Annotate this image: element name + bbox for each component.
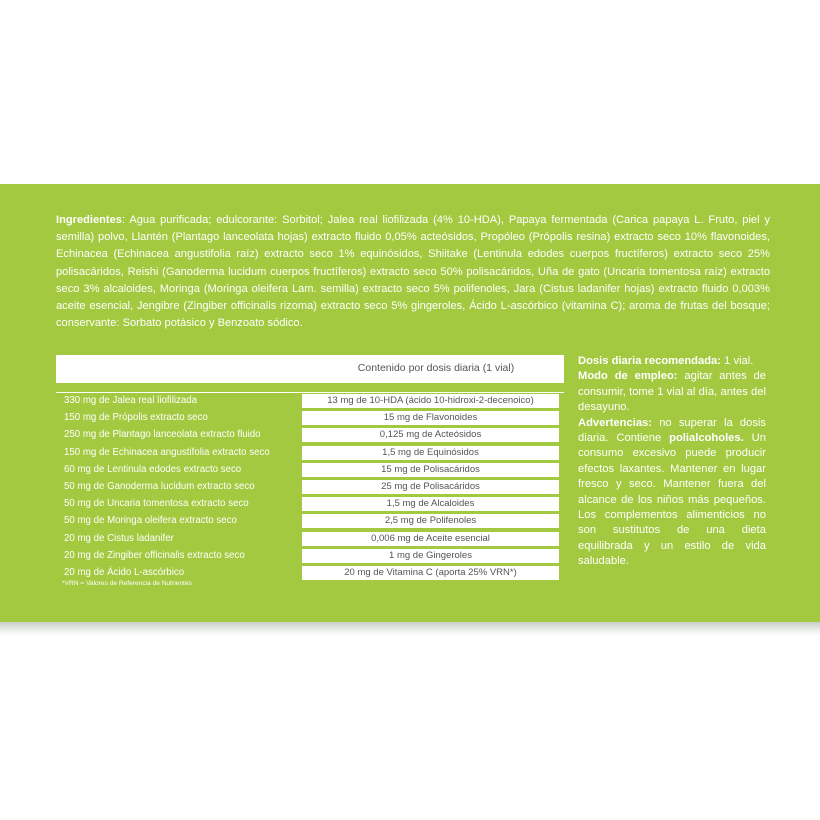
row-ingredient: 150 mg de Echinacea angustifolia extracto seco xyxy=(64,446,270,458)
row-ingredient: 20 mg de Ácido L-ascórbico xyxy=(64,566,185,578)
table-row xyxy=(56,410,564,427)
row-value: 25 mg de Polisacáridos xyxy=(302,480,559,494)
row-ingredient: 50 mg de Moringa oleifera extracto seco xyxy=(64,515,237,527)
ingredients-label: Ingredientes xyxy=(56,214,122,226)
table-row xyxy=(56,462,564,479)
table-row xyxy=(56,427,564,444)
row-ingredient: 20 mg de Zingiber officinalis extracto seco xyxy=(64,549,245,561)
table-header xyxy=(56,355,564,383)
nutrition-table xyxy=(56,393,564,582)
row-ingredient: 50 mg de Uncaria tomentosa extracto seco xyxy=(64,498,249,510)
row-value: 0,125 mg de Acteósidos xyxy=(302,428,559,442)
warnings-text: no superar la dosis diaria. Contiene xyxy=(578,416,766,445)
row-value: 1,5 mg de Alcaloides xyxy=(302,497,559,511)
row-value: 20 mg de Vitamina C (aporta 25% VRN*) xyxy=(302,566,559,580)
usage-label: Modo de empleo: xyxy=(578,370,678,383)
ingredients-text xyxy=(56,212,770,332)
warnings-rest: Un consumo excesivo puede producir efectos laxantes. Mantener en lugar fresco y seco. Mantener fuera del alcance de los niños más pequeños. Los complementos alimenticios no son sustitutos de una dieta equilibrada y un estilo de vida saludable. xyxy=(578,432,766,568)
dose-text: 1 vial. xyxy=(721,355,754,367)
footnote: *VRN = Valores de Referencia de Nutrientes xyxy=(62,580,192,587)
warnings-label: Advertencias: xyxy=(578,416,652,429)
table-row xyxy=(56,445,564,462)
panel-shadow xyxy=(0,622,820,636)
ingredients-body: : Agua purificada; edulcorante: Sorbitol; Jalea real liofilizada (4% 10-HDA), Papaya fermentada (Carica papaya L. Fruto, piel y semilla) polvo, Llantén (Plantago lanceolata hojas) extracto fluido 0,05% acteósidos, Propóleo (Própolis resina) extracto seco 10% flavonoides, Echinacea (Echinacea angustifolia raíz) extracto seco 1% equinósidos, Shiitake (Lentinula edodes cuerpos fructíferos) extracto seco 25% polisacáridos, Reishi (Ganoderma lucidum cuerpos fructíferos) extracto seco 50% polisacáridos, Uña de gato (Uncaria tomentosa raíz) extracto seco 3% alcaloides, Moringa (Moringa oleifera Lam. semilla) extracto seco 5% polifenoles, Jara (Cistus ladanifer hojas) extracto fluido 0,003% aceite esencial, Jengibre (Zingiber officinalis rizoma) extracto seco 5% gingeroles, Ácido L-ascórbico (vitamina C); aroma de frutas del bosque; conservante: Sorbato potásico y Benzoato sódico. xyxy=(56,214,770,330)
row-ingredient: 20 mg de Cistus ladanifer xyxy=(64,532,174,544)
table-row xyxy=(56,393,564,410)
row-value: 15 mg de Flavonoides xyxy=(302,411,559,425)
row-value: 1,5 mg de Equinósidos xyxy=(302,446,559,460)
usage-text: agitar antes de consumir, tome 1 vial al día, antes del desayuno. xyxy=(578,370,766,414)
dose-label: Dosis diaria recomendada: xyxy=(578,355,722,367)
row-ingredient: 150 mg de Própolis extracto seco xyxy=(64,412,208,424)
row-value: 15 mg de Polisacáridos xyxy=(302,463,559,477)
row-ingredient: 60 mg de Lentinula edodes extracto seco xyxy=(64,463,242,475)
row-value: 13 mg de 10-HDA (ácido 10-hidroxi-2-decenoico) xyxy=(302,394,559,408)
row-ingredient: 50 mg de Ganoderma lucidum extracto seco xyxy=(64,480,255,492)
row-ingredient: 250 mg de Plantago lanceolata extracto fluido xyxy=(64,429,261,441)
row-value: 2,5 mg de Polifenoles xyxy=(302,514,559,528)
table-row xyxy=(56,548,564,565)
table-header-label: Contenido por dosis diaria (1 vial) xyxy=(357,362,515,374)
table-row xyxy=(56,513,564,530)
row-value: 1 mg de Gingeroles xyxy=(302,549,559,563)
polyols-label: polialcoholes. xyxy=(669,432,744,445)
usage-info xyxy=(578,354,766,570)
table-row xyxy=(56,479,564,496)
table-row xyxy=(56,531,564,548)
row-ingredient: 330 mg de Jalea real liofilizada xyxy=(64,395,198,406)
table-row xyxy=(56,496,564,513)
row-value: 0,006 mg de Aceite esencial xyxy=(302,532,559,546)
